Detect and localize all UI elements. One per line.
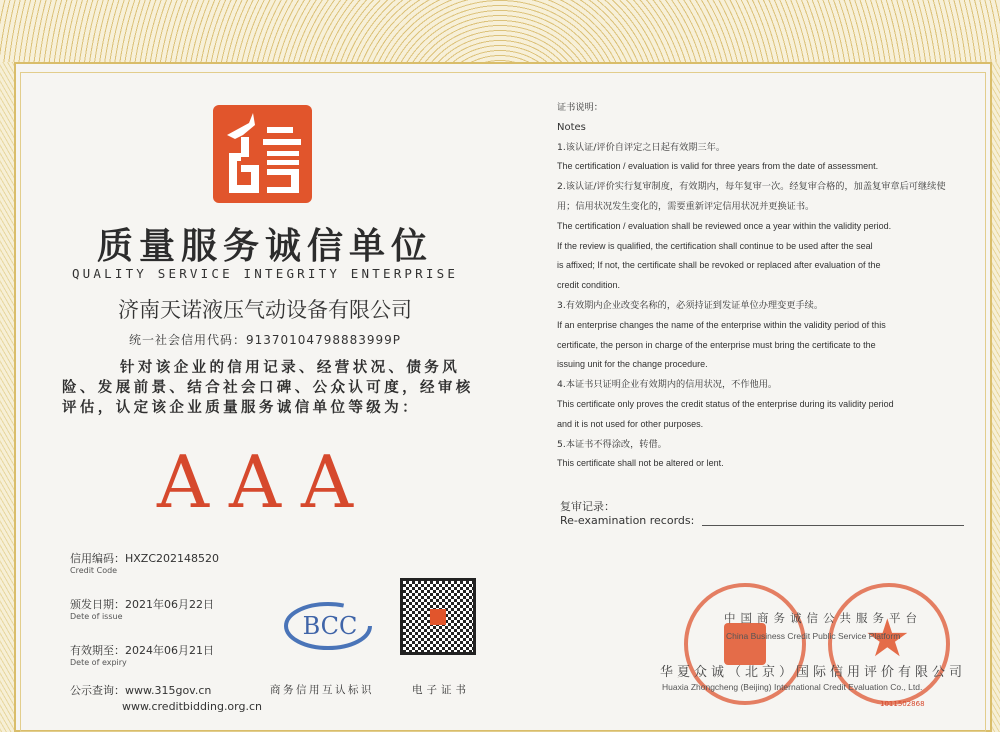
note-line: 2.该认证/评价实行复审制度，有效期内，每年复审一次。经复审合格的，加盖复审章后可继续使 <box>557 181 946 193</box>
note-line: 4.本证书只证明企业有效期内的信用状况，不作他用。 <box>557 379 778 391</box>
note-line: If an enterprise changes the name of the enterprise within the validity period of this <box>557 319 886 330</box>
company-name: 济南天诺液压气动设备有限公司 <box>118 298 412 322</box>
query-site[interactable]: 公示查询：www.315gov.cn <box>70 684 212 697</box>
note-line: certificate, the person in charge of the enterprise must bring the certificate to the <box>557 339 876 350</box>
evaluation-statement: 针对该企业的信用记录、经营状况、债务风险、发展前景、结合社会口碑、公众认可度，经审核评估，认定该企业质量服务诚信单位等级为： <box>62 360 474 416</box>
note-line: If the review is qualified, the certification shall continue to be used after the seal <box>557 240 873 251</box>
issue-date: 颁发日期：2021年06月22日 <box>70 598 214 611</box>
credit-code-block <box>70 550 219 575</box>
note-line: 1.该认证/评价自评定之日起有效期三年。 <box>557 141 726 153</box>
note-line: 5.本证书不得涂改，转借。 <box>557 438 667 450</box>
expiry-date-block <box>70 642 214 667</box>
credit-code-en: Credit Code <box>70 566 118 575</box>
note-line: 3.有效期内企业改变名称的，必须持证到发证单位办理变更手续。 <box>557 299 824 311</box>
seal-number: 1011502868 <box>880 700 925 708</box>
reexam-label-cn: 复审记录： <box>560 500 615 513</box>
unified-credit-code: 统一社会信用代码：91370104798883999P <box>128 333 402 347</box>
certificate-title: 质量服务诚信单位 <box>96 225 433 267</box>
expiry-date-en: Dete of expiry <box>70 658 127 667</box>
credit-code: 信用编码：HXZC202148520 <box>70 552 220 565</box>
company-seal-icon: ★ <box>828 583 950 705</box>
notes-heading-cn: 证书说明： <box>557 102 603 113</box>
reexam-line <box>702 525 964 526</box>
issue-date-block <box>70 596 214 621</box>
note-line: The certification / evaluation shall be reviewed once a year within the validity period. <box>557 220 892 231</box>
issue-date-en: Dete of issue <box>70 612 123 621</box>
note-line: credit condition. <box>557 280 621 291</box>
note-line: 用；信用状况发生变化的，需要重新评定信用状况并更换证书。 <box>557 200 815 212</box>
reexam-label-en: Re-examination records: <box>560 514 695 527</box>
credit-seal-logo-icon <box>213 105 312 203</box>
qr-code-icon[interactable] <box>400 578 476 655</box>
query-site-2[interactable]: www.creditbidding.org.cn <box>122 700 262 713</box>
bcc-logo-icon <box>284 596 374 652</box>
expiry-date: 有效期至：2024年06月21日 <box>70 644 214 657</box>
issuer2-name-en: Huaxia Zhongcheng (Beijing) International Credit Evaluation Co., Ltd. <box>662 682 923 692</box>
note-line: and it is not used for other purposes. <box>557 418 704 429</box>
grade-rating: AAA <box>157 440 373 524</box>
qr-caption: 电子证书 <box>412 684 470 696</box>
note-line: is affixed; If not, the certificate shall be revoked or replaced after evaluation of the <box>557 260 881 271</box>
bcc-caption: 商务信用互认标识 <box>270 684 374 696</box>
issuer2-name: 华夏众诚（北京）国际信用评价有限公司 <box>660 665 967 680</box>
certificate-subtitle: QUALITY SERVICE INTEGRITY ENTERPRISE <box>71 266 459 281</box>
notes-heading-en: Notes <box>557 121 586 133</box>
notes-section <box>557 98 987 474</box>
note-line: The certification / evaluation is valid for three years from the date of assessment. <box>557 161 879 172</box>
note-line: issuing unit for the change procedure. <box>557 359 708 370</box>
note-line: This certificate shall not be altered or lent. <box>557 458 724 469</box>
note-line: This certificate only proves the credit status of the enterprise during its validity period <box>557 398 894 409</box>
guilloche-border <box>0 0 1000 62</box>
bcc-logo-text: BCC <box>302 612 358 640</box>
issuer1-name-en: China Business Credit Public Service Platform <box>726 631 901 641</box>
issuer1-name: 中国商务诚信公共服务平台 <box>724 611 922 625</box>
